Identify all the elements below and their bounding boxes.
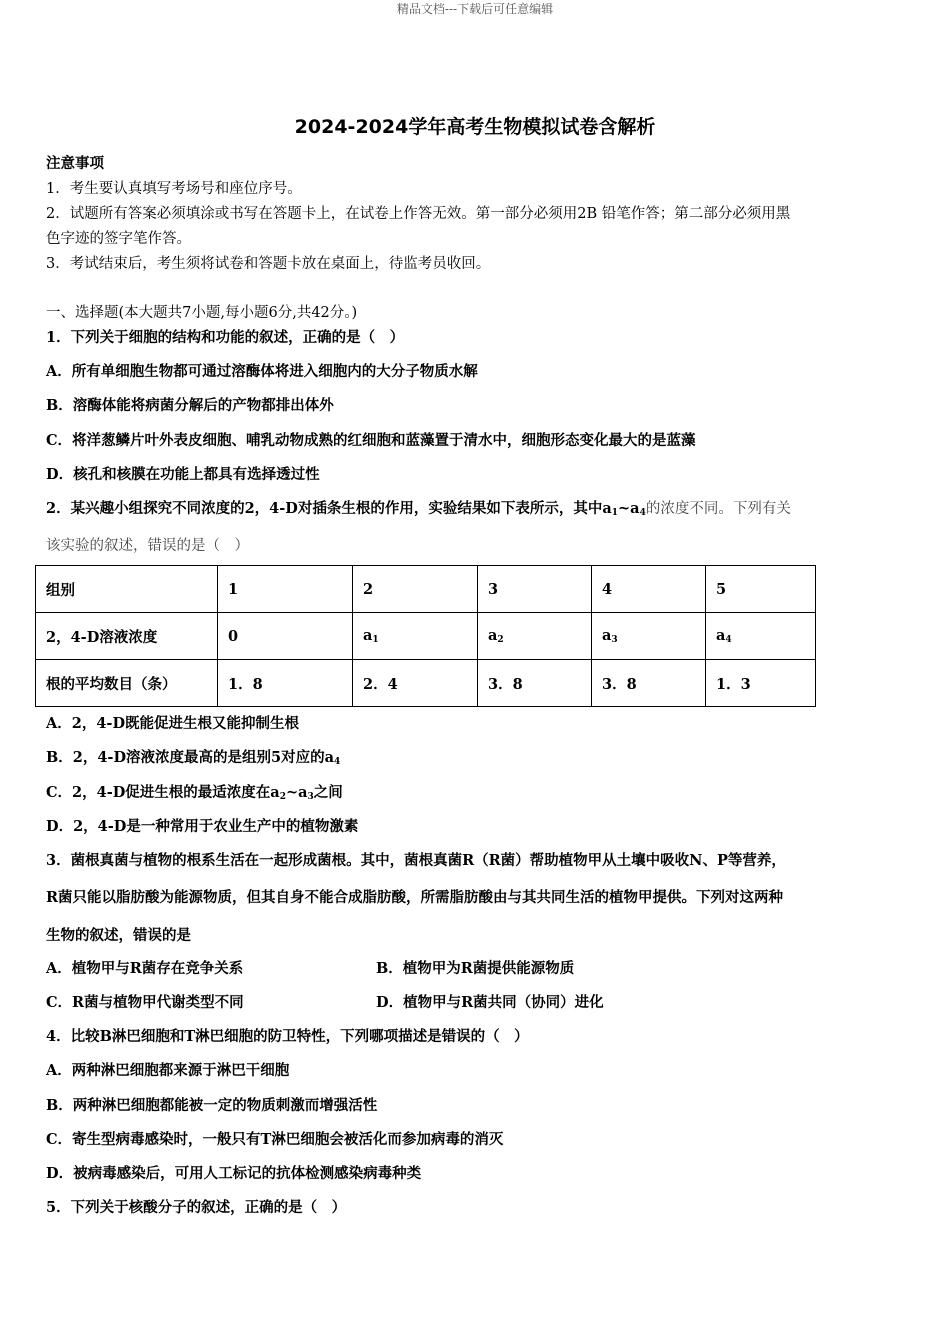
table-cell: 根的平均数目（条） <box>36 660 218 707</box>
table-cell: 组别 <box>36 566 218 613</box>
notice-item: 1．考生要认真填写考场号和座位序号。 <box>46 181 302 197</box>
q2-stem-sub4: 4 <box>639 508 646 518</box>
q3-stem-line-2: R菌只能以脂肪酸为能源物质，但其自身不能合成脂肪酸，所需脂肪酸由与其共同生活的植物甲提供。下列对这两种 <box>46 889 784 906</box>
table-row <box>36 660 816 707</box>
q2-option-d: D．2，4-D是一种常用于农业生产中的植物激素 <box>46 818 359 835</box>
q1-option-c: C．将洋葱鳞片叶外表皮细胞、哺乳动物成熟的红细胞和蓝藻置于清水中，细胞形态变化最大的是蓝藻 <box>46 432 696 449</box>
q2-stem-rest: 的浓度不同。下列有关 <box>645 501 791 517</box>
section-heading: 一、选择题(本大题共7小题,每小题6分,共42分。) <box>46 305 358 321</box>
q4-stem: 4．比较B淋巴细胞和T淋巴细胞的防卫特性，下列哪项描述是错误的（ ） <box>46 1028 529 1045</box>
q2-stem-a1: a <box>602 500 612 517</box>
table-cell: $a_3$ <box>592 613 706 660</box>
table-cell: 1．8 <box>218 660 353 707</box>
table-cell: 1．3 <box>706 660 816 707</box>
q1-stem: 1．下列关于细胞的结构和功能的叙述，正确的是（ ） <box>46 329 405 346</box>
q1-option-a: A．所有单细胞生物都可通过溶酶体将进入细胞内的大分子物质水解 <box>46 363 478 380</box>
q2-stem-line-2: 该实验的叙述，错误的是（ ） <box>46 538 249 554</box>
q3-option-c: C．R菌与植物甲代谢类型不同 <box>46 994 244 1011</box>
q2-option-c: C．2，4-D促进生根的最适浓度在$a_2\sim a_3$之间 <box>46 784 343 802</box>
notice-item: 色字迹的签字笔作答。 <box>46 231 191 247</box>
table-cell: 2，4-D溶液浓度 <box>36 613 218 660</box>
q3-option-d: D．植物甲与R菌共同（协同）进化 <box>376 994 604 1011</box>
document-title: 2024-2024学年高考生物模拟试卷含解析 <box>294 116 656 138</box>
notice-item: 2．试题所有答案必须填涂或书写在答题卡上，在试卷上作答无效。第一部分必须用2B 铅笔作答；第二部分必须用黑 <box>46 206 791 222</box>
q3-stem-line-3: 生物的叙述，错误的是 <box>46 927 191 944</box>
q1-option-b: B．溶酶体能将病菌分解后的产物都排出体外 <box>46 397 334 414</box>
table-cell: 4 <box>592 566 706 613</box>
table-cell: $a_1$ <box>353 613 478 660</box>
table-cell: $a_2$ <box>478 613 592 660</box>
q3-option-b: B．植物甲为R菌提供能源物质 <box>376 960 575 977</box>
q2-stem-tilde: ~a <box>618 500 640 517</box>
table-cell: 5 <box>706 566 816 613</box>
table-cell: 3．8 <box>478 660 592 707</box>
q2-stem-sub1: 1 <box>611 508 619 518</box>
q4-option-b: B．两种淋巴细胞都能被一定的物质刺激而增强活性 <box>46 1097 378 1114</box>
page-header: 精品文档---下载后可任意编辑 <box>396 2 554 16</box>
table-cell: 3 <box>478 566 592 613</box>
q3-stem-line-1: 3．菌根真菌与植物的根系生活在一起形成菌根。其中，菌根真菌R（R菌）帮助植物甲从土壤中吸收N、P等营养， <box>46 852 786 869</box>
q4-option-c: C．寄生型病毒感染时，一般只有T淋巴细胞会被活化而参加病毒的消灭 <box>46 1131 504 1148</box>
q2-stem-bold: 2．某兴趣小组探究不同浓度的2，4-D对插条生根的作用，实验结果如下表所示，其中 <box>46 500 603 517</box>
q4-option-d: D．被病毒感染后，可用人工标记的抗体检测感染病毒种类 <box>46 1165 422 1182</box>
q2-option-b: B．2，4-D溶液浓度最高的是组别5对应的$a_4$ <box>46 749 341 767</box>
table-cell: 3．8 <box>592 660 706 707</box>
notice-heading: 注意事项 <box>46 155 104 172</box>
table-row <box>36 566 816 613</box>
q1-option-d: D．核孔和核膜在功能上都具有选择透过性 <box>46 466 320 483</box>
table-cell: 1 <box>218 566 353 613</box>
data-table <box>35 565 816 707</box>
q2-stem-line-1 <box>46 497 791 518</box>
table-cell: 2 <box>353 566 478 613</box>
table-row <box>36 613 816 660</box>
q2-option-a: A．2，4-D既能促进生根又能抑制生根 <box>46 715 300 732</box>
notice-item: 3．考试结束后，考生须将试卷和答题卡放在桌面上，待监考员收回。 <box>46 256 491 272</box>
q4-option-a: A．两种淋巴细胞都来源于淋巴干细胞 <box>46 1062 290 1079</box>
q3-option-a: A．植物甲与R菌存在竞争关系 <box>46 960 244 977</box>
table-cell: 2．4 <box>353 660 478 707</box>
table-cell: 0 <box>218 613 353 660</box>
q5-stem: 5．下列关于核酸分子的叙述，正确的是（ ） <box>46 1199 347 1216</box>
table-cell: $a_4$ <box>706 613 816 660</box>
